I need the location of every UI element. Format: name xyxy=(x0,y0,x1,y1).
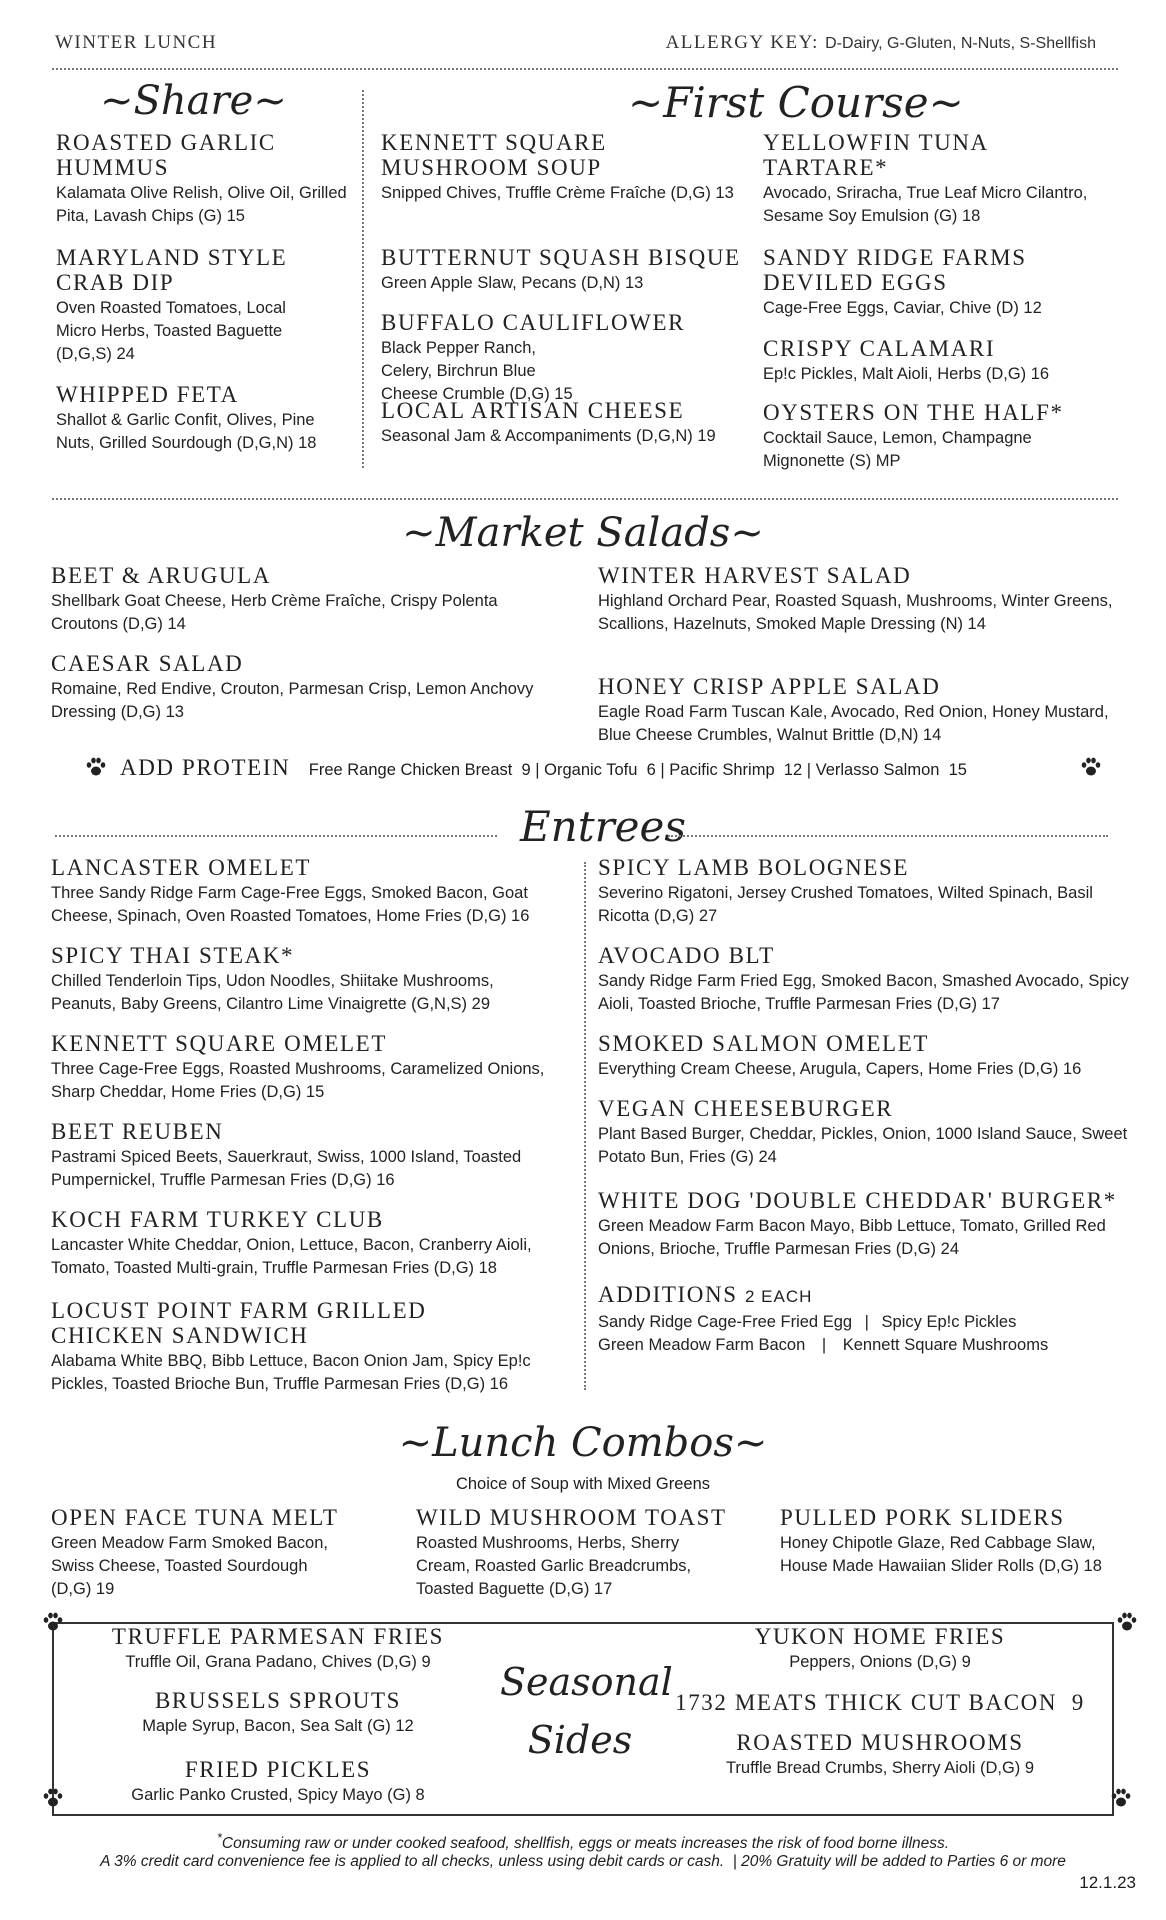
menu-item xyxy=(51,1298,581,1396)
menu-item xyxy=(51,651,551,724)
paw-icon xyxy=(1116,1612,1138,1632)
item-name: WINTER HARVEST SALAD xyxy=(598,563,912,588)
menu-item xyxy=(51,1119,551,1192)
item-desc: Garlic Panko Crusted, Spicy Mayo (G) 8 xyxy=(131,1786,425,1804)
item-name: LOCUST POINT FARM GRILLED CHICKEN SANDWICH xyxy=(51,1298,427,1348)
menu-title: WINTER LUNCH xyxy=(55,32,218,53)
menu-item xyxy=(381,245,761,295)
menu-item xyxy=(598,855,1118,928)
item-name: CRISPY CALAMARI xyxy=(763,336,996,361)
entrees-section-title: Entrees xyxy=(520,802,686,851)
item-name: ROASTED GARLIC HUMMUS xyxy=(56,130,276,180)
add-protein-row xyxy=(120,755,967,781)
addition-option: Sandy Ridge Cage-Free Fried Egg xyxy=(598,1313,853,1331)
item-name: SMOKED SALMON OMELET xyxy=(598,1031,929,1056)
menu-item xyxy=(56,130,356,228)
item-name: YUKON HOME FRIES xyxy=(754,1624,1006,1649)
item-desc: Truffle Oil, Grana Padano, Chives (D,G) 9 xyxy=(125,1653,431,1671)
seasonal-sides-title-1: Seasonal xyxy=(500,1660,673,1704)
item-desc: Avocado, Sriracha, True Leaf Micro Cilantro, Sesame Soy Emulsion (G) 18 xyxy=(763,184,1088,225)
item-name: CAESAR SALAD xyxy=(51,651,244,676)
item-name: BEET REUBEN xyxy=(51,1119,224,1144)
item-name: SPICY THAI STEAK* xyxy=(51,943,295,968)
allergy-key-values: D-Dairy, G-Gluten, N-Nuts, S-Shellfish xyxy=(825,35,1096,52)
allergy-key xyxy=(666,32,1096,54)
paw-icon xyxy=(1080,757,1102,777)
item-name: 1732 MEATS THICK CUT BACON 9 xyxy=(675,1690,1085,1715)
item-desc: Honey Chipotle Glaze, Red Cabbage Slaw, House Made Hawaiian Slider Rolls (D,G) 18 xyxy=(780,1534,1102,1575)
add-protein-options: Free Range Chicken Breast 9 | Organic Tofu 6 | Pacific Shrimp 12 | Verlasso Salmon 15 xyxy=(308,761,967,779)
item-name: WILD MUSHROOM TOAST xyxy=(416,1505,727,1530)
salads-section-title: ~Market Salads~ xyxy=(402,510,764,556)
item-name: KOCH FARM TURKEY CLUB xyxy=(51,1207,384,1232)
addition-option: Green Meadow Farm Bacon xyxy=(598,1336,806,1354)
item-name: FRIED PICKLES xyxy=(184,1757,372,1782)
item-name: LOCAL ARTISAN CHEESE xyxy=(381,398,685,423)
item-name: AVOCADO BLT xyxy=(598,943,775,968)
item-name: SPICY LAMB BOLOGNESE xyxy=(598,855,910,880)
item-name: BEET & ARUGULA xyxy=(51,563,272,588)
item-name: VEGAN CHEESEBURGER xyxy=(598,1096,894,1121)
item-name: PULLED PORK SLIDERS xyxy=(780,1505,1065,1530)
menu-item xyxy=(51,1505,371,1601)
item-desc: Green Apple Slaw, Pecans (D,N) 13 xyxy=(381,274,644,292)
item-desc: Ep!c Pickles, Malt Aioli, Herbs (D,G) 16 xyxy=(763,365,1050,383)
item-name: KENNETT SQUARE MUSHROOM SOUP xyxy=(381,130,607,180)
item-desc: Highland Orchard Pear, Roasted Squash, Mushrooms, Winter Greens, Scallions, Hazelnuts, Smoked Maple Dressing (N) 14 xyxy=(598,592,1113,633)
item-name: BUFFALO CAULIFLOWER xyxy=(381,310,686,335)
menu-item xyxy=(598,1096,1138,1169)
disclaimer-star: * xyxy=(216,1830,222,1845)
menu-item xyxy=(78,1688,478,1738)
item-desc: Roasted Mushrooms, Herbs, Sherry Cream, Roasted Garlic Breadcrumbs, Toasted Baguette (D,G) 17 xyxy=(416,1534,692,1598)
additions-title: ADDITIONS xyxy=(598,1282,738,1307)
menu-item xyxy=(763,336,1103,386)
combos-section-title: ~Lunch Combos~ xyxy=(398,1420,768,1466)
item-desc: Peppers, Onions (D,G) 9 xyxy=(789,1653,971,1671)
item-name: WHITE DOG 'DOUBLE CHEDDAR' BURGER* xyxy=(598,1188,1117,1213)
item-name: OPEN FACE TUNA MELT xyxy=(51,1505,339,1530)
divider xyxy=(52,498,1118,500)
menu-item xyxy=(56,382,321,455)
menu-item xyxy=(763,400,1103,473)
item-desc: Sandy Ridge Farm Fried Egg, Smoked Bacon, Smashed Avocado, Spicy Aioli, Toasted Brioche, Truffle Parmesan Fries (D,G) 17 xyxy=(598,972,1129,1013)
menu-item xyxy=(51,1031,551,1104)
item-desc: Chilled Tenderloin Tips, Udon Noodles, Shiitake Mushrooms, Peanuts, Baby Greens, Cilantro Lime Vinaigrette (G,N,S) 29 xyxy=(51,972,494,1013)
item-desc: Eagle Road Farm Tuscan Kale, Avocado, Red Onion, Honey Mustard, Blue Cheese Crumbles, Walnut Brittle (D,N) 14 xyxy=(598,703,1109,744)
item-desc: Green Meadow Farm Bacon Mayo, Bibb Lettuce, Tomato, Grilled Red Onions, Brioche, Truffle Parmesan Fries (D,G) 24 xyxy=(598,1217,1106,1258)
addition-option: Spicy Ep!c Pickles xyxy=(881,1313,1017,1331)
menu-item xyxy=(78,1757,478,1807)
item-name: SANDY RIDGE FARMS DEVILED EGGS xyxy=(763,245,1027,295)
menu-item xyxy=(598,943,1138,1016)
paw-icon xyxy=(85,757,107,777)
item-name: TRUFFLE PARMESAN FRIES xyxy=(111,1624,445,1649)
menu-item xyxy=(670,1690,1090,1715)
item-name: LANCASTER OMELET xyxy=(51,855,312,880)
menu-item xyxy=(763,130,1123,228)
item-desc: Three Sandy Ridge Farm Cage-Free Eggs, Smoked Bacon, Goat Cheese, Spinach, Oven Roasted Tomatoes, Home Fries (D,G) 16 xyxy=(51,884,530,925)
column-divider xyxy=(584,862,586,1390)
paw-icon xyxy=(42,1612,64,1632)
item-desc: Pastrami Spiced Beets, Sauerkraut, Swiss, 1000 Island, Toasted Pumpernickel, Truffle Parmesan Fries (D,G) 16 xyxy=(51,1148,522,1189)
divider xyxy=(668,835,1108,837)
item-desc: Romaine, Red Endive, Crouton, Parmesan Crisp, Lemon Anchovy Dressing (D,G) 13 xyxy=(51,680,534,721)
item-name: ROASTED MUSHROOMS xyxy=(736,1730,1024,1755)
paw-icon xyxy=(1110,1788,1132,1808)
item-desc: Alabama White BBQ, Bibb Lettuce, Bacon Onion Jam, Spicy Ep!c Pickles, Toasted Brioche Bun, Truffle Parmesan Fries (D,G) 16 xyxy=(51,1352,531,1393)
menu-item xyxy=(598,1188,1138,1261)
menu-date: 12.1.23 xyxy=(1079,1873,1136,1892)
menu-item xyxy=(78,1624,478,1674)
menu-item xyxy=(381,130,751,205)
item-desc: Green Meadow Farm Smoked Bacon, Swiss Cheese, Toasted Sourdough (D,G) 19 xyxy=(51,1534,328,1598)
menu-item xyxy=(381,398,741,448)
menu-item xyxy=(598,563,1118,636)
item-desc: Seasonal Jam & Accompaniments (D,G,N) 19 xyxy=(381,427,716,445)
item-desc: Truffle Bread Crumbs, Sherry Aioli (D,G) 9 xyxy=(725,1759,1035,1777)
item-name: OYSTERS ON THE HALF* xyxy=(763,400,1064,425)
item-desc: Oven Roasted Tomatoes, Local Micro Herbs, Toasted Baguette (D,G,S) 24 xyxy=(56,299,286,363)
menu-item xyxy=(51,855,581,928)
item-desc: Shellbark Goat Cheese, Herb Crème Fraîche, Crispy Polenta Croutons (D,G) 14 xyxy=(51,592,498,633)
menu-item xyxy=(598,1031,1138,1081)
menu-item xyxy=(56,245,326,366)
item-name: HONEY CRISP APPLE SALAD xyxy=(598,674,941,699)
item-desc: Snipped Chives, Truffle Crème Fraîche (D,G) 13 xyxy=(381,184,734,202)
menu-item xyxy=(598,674,1128,747)
addition-option: Kennett Square Mushrooms xyxy=(842,1336,1049,1354)
menu-item xyxy=(381,310,741,406)
additions: ADDITIONS 2 EACH Sandy Ridge Cage-Free Fried Egg | Spicy Ep!c Pickles Green Meadow Farm Bacon | Kennett Square Mushrooms xyxy=(598,1282,1049,1354)
seasonal-sides-title-2: Sides xyxy=(527,1718,633,1762)
item-desc: Kalamata Olive Relish, Olive Oil, Grilled Pita, Lavash Chips (G) 15 xyxy=(56,184,347,225)
menu-item xyxy=(680,1624,1080,1674)
item-desc: Black Pepper Ranch, Celery, Birchrun Blue Cheese Crumble (D,G) 15 xyxy=(381,339,573,403)
item-desc: Cocktail Sauce, Lemon, Champagne Mignonette (S) MP xyxy=(763,429,1032,470)
column-divider xyxy=(362,90,364,468)
first-course-section-title: ~First Course~ xyxy=(628,78,964,127)
item-desc: Three Cage-Free Eggs, Roasted Mushrooms, Caramelized Onions, Sharp Cheddar, Home Fries (D,G) 15 xyxy=(51,1060,545,1101)
item-desc: Maple Syrup, Bacon, Sea Salt (G) 12 xyxy=(142,1717,414,1735)
menu-item xyxy=(680,1730,1080,1780)
divider xyxy=(52,68,1118,70)
menu-item xyxy=(416,1505,746,1601)
item-name: BRUSSELS SPROUTS xyxy=(154,1688,402,1713)
item-name: YELLOWFIN TUNA TARTARE* xyxy=(763,130,988,180)
item-name: BUTTERNUT SQUASH BISQUE xyxy=(381,245,741,270)
disclaimer-text: Consuming raw or under cooked seafood, shellfish, eggs or meats increases the risk of food borne illness. xyxy=(221,1835,950,1853)
divider xyxy=(55,835,497,837)
menu-item xyxy=(51,943,561,1016)
allergy-key-label: ALLERGY KEY: xyxy=(665,32,819,53)
item-desc: Lancaster White Cheddar, Onion, Lettuce, Bacon, Cranberry Aioli, Tomato, Toasted Multi-grain, Truffle Parmesan Fries (D,G) 18 xyxy=(51,1236,532,1277)
paw-icon xyxy=(42,1788,64,1808)
combos-subtitle: Choice of Soup with Mixed Greens xyxy=(455,1475,711,1493)
item-desc: Cage-Free Eggs, Caviar, Chive (D) 12 xyxy=(763,299,1042,317)
item-desc: Plant Based Burger, Cheddar, Pickles, Onion, 1000 Island Sauce, Sweet Potato Bun, Fries (G) 24 xyxy=(598,1125,1128,1166)
share-section-title: ~Share~ xyxy=(100,78,287,124)
menu-item xyxy=(763,245,1083,320)
item-name: MARYLAND STYLE CRAB DIP xyxy=(56,245,288,295)
menu-item xyxy=(780,1505,1120,1578)
menu-item xyxy=(51,563,561,636)
disclaimer xyxy=(0,1830,1166,1853)
additions-price: 2 EACH xyxy=(744,1287,813,1306)
item-desc: Everything Cream Cheese, Arugula, Capers, Home Fries (D,G) 16 xyxy=(598,1060,1082,1078)
item-desc: Shallot & Garlic Confit, Olives, Pine Nuts, Grilled Sourdough (D,G,N) 18 xyxy=(56,411,317,452)
item-name: WHIPPED FETA xyxy=(56,382,239,407)
item-desc: Severino Rigatoni, Jersey Crushed Tomatoes, Wilted Spinach, Basil Ricotta (D,G) 27 xyxy=(598,884,1093,925)
menu-item xyxy=(51,1207,583,1280)
fee-notice: A 3% credit card convenience fee is applied to all checks, unless using debit cards or cash. | 20% Gratuity will be added to Parties 6 or more xyxy=(100,1853,1066,1870)
item-name: KENNETT SQUARE OMELET xyxy=(51,1031,387,1056)
add-protein-label: ADD PROTEIN xyxy=(120,755,291,780)
